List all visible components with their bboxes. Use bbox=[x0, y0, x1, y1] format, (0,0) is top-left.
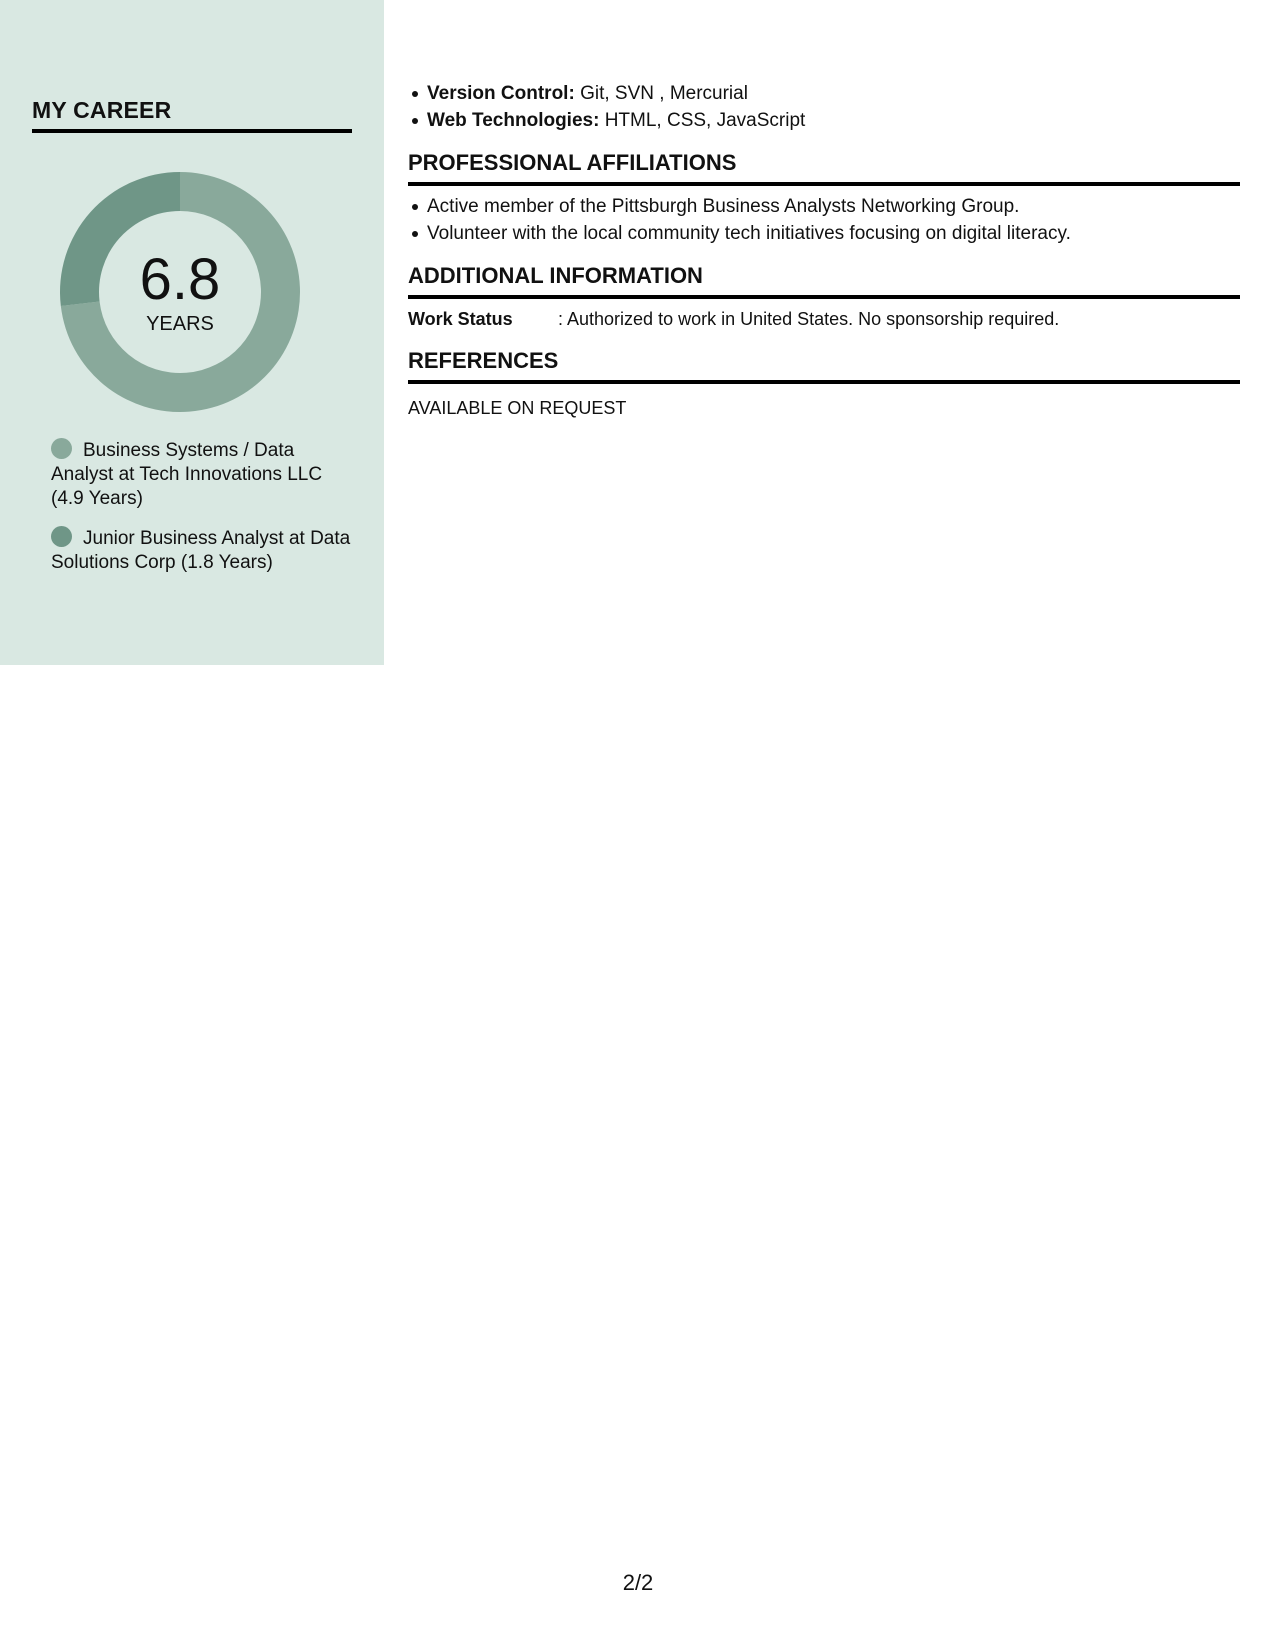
career-legend-item bbox=[51, 438, 351, 511]
legend-dot-icon bbox=[51, 438, 72, 459]
career-legend-item bbox=[51, 526, 351, 575]
additional-info-heading: ADDITIONAL INFORMATION bbox=[408, 262, 1240, 299]
work-status-row bbox=[408, 306, 1240, 332]
skills-list bbox=[408, 80, 1240, 134]
career-legend bbox=[51, 438, 351, 590]
total-years-value: 6.8 bbox=[139, 247, 221, 312]
affiliations-list bbox=[408, 193, 1240, 247]
page-number: 2/2 bbox=[622, 1570, 654, 1595]
skill-value: Git, SVN , Mercurial bbox=[580, 83, 748, 104]
legend-dot-icon bbox=[51, 526, 72, 547]
skill-item bbox=[427, 107, 1240, 134]
affiliation-item: Volunteer with the local community tech initiatives focusing on digital literacy. bbox=[427, 220, 1240, 247]
career-title: MY CAREER bbox=[32, 97, 172, 123]
skill-value: HTML, CSS, JavaScript bbox=[604, 110, 806, 131]
skill-key: Web Technologies: bbox=[427, 110, 600, 131]
references-text: AVAILABLE ON REQUEST bbox=[408, 398, 627, 418]
affiliation-item: Active member of the Pittsburgh Business Analysts Networking Group. bbox=[427, 193, 1240, 220]
work-status-label: Work Status bbox=[408, 309, 513, 329]
affiliations-heading: PROFESSIONAL AFFILIATIONS bbox=[408, 149, 1240, 186]
resume-main-column bbox=[408, 80, 1240, 421]
skill-key: Version Control: bbox=[427, 83, 575, 104]
work-status-value: : Authorized to work in United States. No sponsorship required. bbox=[558, 309, 1060, 329]
career-legend-label: Business Systems / Data Analyst at Tech Innovations LLC (4.9 Years) bbox=[51, 440, 323, 509]
references-heading: REFERENCES bbox=[408, 347, 1240, 384]
skill-item bbox=[427, 80, 1240, 107]
career-sidebar bbox=[0, 0, 384, 665]
career-legend-label: Junior Business Analyst at Data Solutions Corp (1.8 Years) bbox=[51, 528, 351, 573]
total-years-unit: YEARS bbox=[146, 313, 214, 335]
career-title-rule bbox=[32, 129, 352, 133]
